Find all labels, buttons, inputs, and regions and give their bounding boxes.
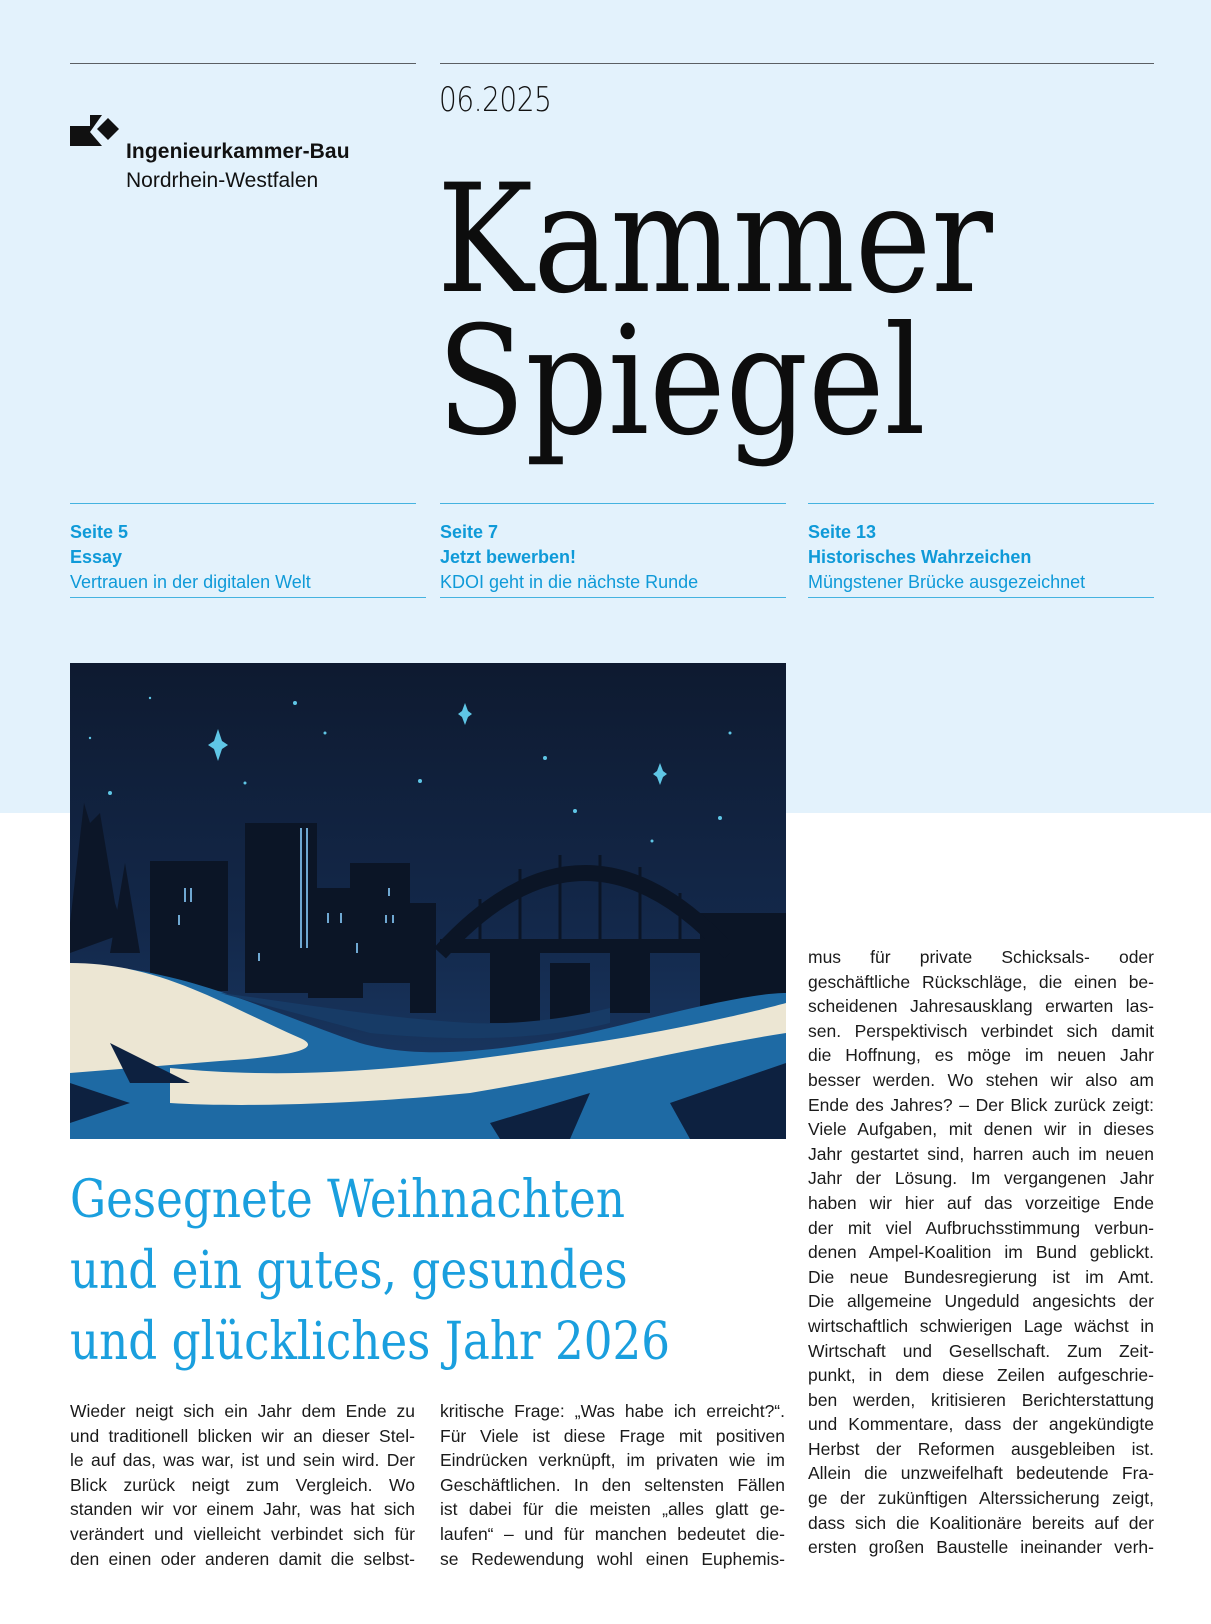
night-city-bridge-illustration-icon xyxy=(70,663,786,1139)
text-line: laufen“ – und für manchen bedeutet die- xyxy=(440,1523,785,1544)
text-line: punkt, in dem diese Zeilen aufgeschrie- xyxy=(808,1365,1154,1386)
text-line: Wieder neigt sich ein Jahr dem Ende zu xyxy=(70,1401,415,1421)
teaser-heading: Historisches Wahrzeichen xyxy=(808,547,1032,567)
text-line: ersten großen Baustelle ineinander verh- xyxy=(808,1537,1154,1558)
article-headline xyxy=(70,1165,670,1378)
text-line: Eindrücken verknüpft, im privaten wie im xyxy=(440,1450,785,1471)
text-line: ben werden, kritisieren Berichterstattung xyxy=(808,1389,1154,1410)
teaser-subtitle: KDOI geht in die nächste Runde xyxy=(440,572,699,592)
teaser-subtitle: Müngstener Brücke ausgezeichnet xyxy=(808,572,1086,592)
teaser-essay[interactable] xyxy=(70,520,415,595)
teaser-historisches-wahrzeichen[interactable] xyxy=(808,520,1153,595)
text-line: geschäftliche Rückschläge, die einen be- xyxy=(808,971,1154,992)
ikbau-logo-icon xyxy=(70,112,122,148)
teaser-jetzt-bewerben[interactable] xyxy=(440,520,785,595)
article-column-1 xyxy=(70,1399,415,1571)
teaser-3-top-rule xyxy=(808,503,1154,504)
text-line: dass sich die Koalitionäre bereits auf der xyxy=(808,1512,1154,1533)
text-line: besser werden. Wo stehen wir also am xyxy=(808,1069,1154,1090)
organization-region: Nordrhein-Westfalen xyxy=(126,169,319,192)
divider-right-top xyxy=(440,63,1154,64)
text-line: scheidenen Jahresausklang erwarten las- xyxy=(808,996,1154,1017)
teaser-page: Seite 5 xyxy=(70,522,129,542)
text-line: Geschäftlichen. In den seltensten Fällen xyxy=(440,1474,785,1495)
text-line: Jahr gestartet sind, harren auch im neuen xyxy=(808,1143,1154,1164)
teaser-2-top-rule xyxy=(440,503,786,504)
teaser-page: Seite 13 xyxy=(808,522,877,542)
text-line: Wirtschaft und Gesellschaft. Zum Zeit- xyxy=(808,1340,1154,1361)
teaser-heading: Essay xyxy=(70,547,123,567)
text-line: den einen oder anderen damit die selbst- xyxy=(70,1548,415,1569)
text-line: le auf das, was war, ist und sein wird. Der xyxy=(70,1450,415,1471)
text-line: haben wir hier auf das vorzeitige Ende xyxy=(808,1192,1154,1213)
headline-line: und ein gutes, gesundes xyxy=(70,1241,628,1301)
teaser-1-top-rule xyxy=(70,503,416,504)
text-line: sen. Perspektivisch verbindet sich damit xyxy=(808,1020,1154,1041)
text-line: mus für private Schicksals- oder xyxy=(808,947,1154,967)
divider-left-top xyxy=(70,63,416,64)
text-line: kritische Frage: „Was habe ich erreicht?“. xyxy=(440,1401,785,1421)
text-line: ge der zukünftigen Alterssicherung zeigt, xyxy=(808,1488,1154,1509)
text-line: se Redewendung wohl einen Euphemis- xyxy=(440,1548,785,1569)
text-line: Für Viele ist diese Frage mit positiven xyxy=(440,1425,785,1446)
text-line: Allein die unzweifelhaft bedeutende Fra- xyxy=(808,1463,1154,1484)
text-line: Die allgemeine Ungeduld angesichts der xyxy=(808,1291,1154,1312)
article-column-2 xyxy=(440,1399,785,1571)
teaser-3-bottom-rule xyxy=(808,597,1154,598)
hero-image xyxy=(70,663,786,1139)
text-line: denen Ampel-Koalition im Bund geblickt. xyxy=(808,1242,1154,1263)
text-line: Viele Aufgaben, mit denen wir in dieses xyxy=(808,1119,1154,1140)
teaser-subtitle: Vertrauen in der digitalen Welt xyxy=(70,572,311,592)
article-column-3 xyxy=(808,945,1154,1560)
text-line: Herbst der Reformen ausgebleiben ist. xyxy=(808,1438,1154,1459)
teaser-heading: Jetzt bewerben! xyxy=(440,547,577,567)
text-line: die Hoffnung, es möge im neuen Jahr xyxy=(808,1045,1154,1066)
issue-number: 06.2025 xyxy=(439,80,552,120)
text-line: der mit viel Aufbruchsstimmung verbun- xyxy=(808,1217,1154,1238)
text-line: und Kommentare, dass der angekündigte xyxy=(808,1414,1154,1435)
text-line: verändert und vielleicht verbindet sich für xyxy=(70,1523,415,1544)
headline-line: und glückliches Jahr 2026 xyxy=(70,1312,671,1372)
organization-name: Ingenieurkammer-Bau xyxy=(126,140,350,163)
teaser-page: Seite 7 xyxy=(440,522,499,542)
teaser-2-bottom-rule xyxy=(440,597,786,598)
text-line: Die neue Bundesregierung ist im Amt. xyxy=(808,1266,1154,1287)
masthead-title-line1: Kammer xyxy=(437,153,993,327)
masthead-title-line2: Spiegel xyxy=(437,295,926,469)
text-line: Ende des Jahres? – Der Blick zurück zeigt: xyxy=(808,1094,1154,1115)
text-line: ist dabei für die meisten „alles glatt ge- xyxy=(440,1499,785,1520)
text-line: und traditionell blicken wir an dieser Stel- xyxy=(70,1425,415,1446)
text-line: Jahr der Lösung. Im vergangenen Jahr xyxy=(808,1168,1154,1189)
text-line: wirtschaftlich schwierigen Lage wächst in xyxy=(808,1315,1154,1336)
teaser-1-bottom-rule xyxy=(70,597,426,598)
text-line: standen wir vor einem Jahr, was hat sich xyxy=(70,1499,415,1520)
text-line: Blick zurück neigt zum Vergleich. Wo xyxy=(70,1474,415,1495)
headline-line: Gesegnete Weihnachten xyxy=(70,1170,625,1230)
